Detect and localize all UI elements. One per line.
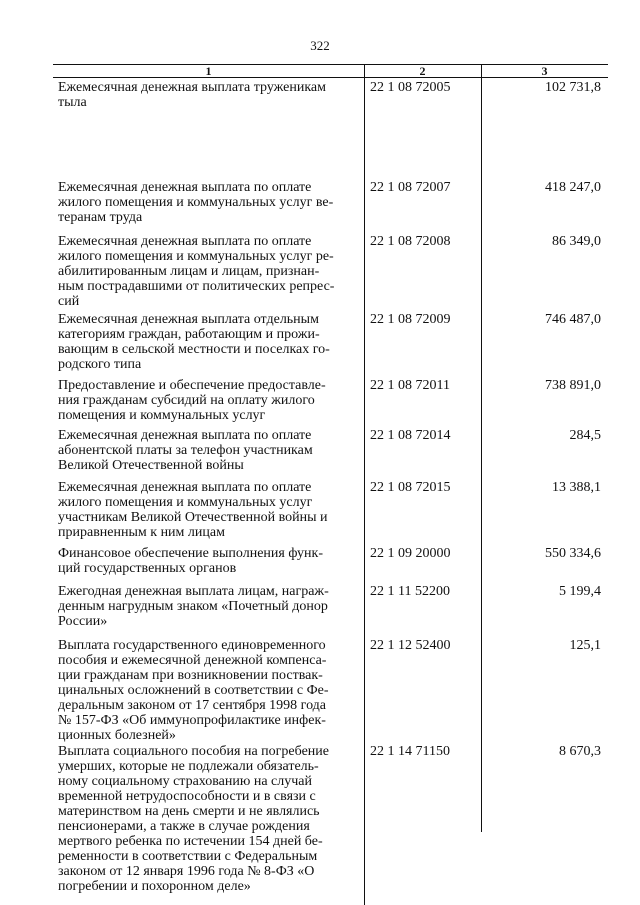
row-amount: 418 247,0 — [545, 180, 601, 195]
description-line: жилого помещения и коммунальных услуг ве- — [58, 195, 334, 210]
description-line: абонентской платы за телефон участникам — [58, 443, 313, 458]
row-amount: 102 731,8 — [545, 80, 601, 95]
description-line: пособия и ежемесячной денежной компенса- — [58, 653, 327, 668]
row-description — [58, 378, 358, 423]
description-line: ному социальному страхованию на случай — [58, 774, 312, 789]
description-line: цинальных осложнений в соответствии с Фе- — [58, 683, 329, 698]
description-line: вающим в сельской местности и поселках го- — [58, 342, 330, 357]
row-code: 22 1 08 72007 — [370, 180, 451, 195]
description-line: жилого помещения и коммунальных услуг ре- — [58, 249, 334, 264]
row-description — [58, 428, 358, 473]
row-description — [58, 744, 358, 894]
description-line: ции гражданам при возникновении поствак- — [58, 668, 323, 683]
description-line: законом от 12 января 1996 года № 8-ФЗ «О — [58, 864, 315, 879]
row-amount: 5 199,4 — [559, 584, 601, 599]
description-line: сий — [58, 294, 80, 309]
row-code: 22 1 08 72009 — [370, 312, 451, 327]
row-description — [58, 638, 358, 743]
row-code: 22 1 08 72008 — [370, 234, 451, 249]
description-line: Великой Отечественной войны — [58, 458, 244, 473]
column-header-3: 3 — [541, 64, 548, 78]
description-line: тыла — [58, 95, 87, 110]
description-line: Предоставление и обеспечение предоставле- — [58, 378, 326, 393]
row-code: 22 1 08 72015 — [370, 480, 451, 495]
row-amount: 738 891,0 — [545, 378, 601, 393]
description-line: России» — [58, 614, 108, 629]
description-line: Выплата государственного единовременного — [58, 638, 326, 653]
description-line: мертвого ребенка по истечении 154 дней бе- — [58, 834, 323, 849]
description-line: категориям граждан, работающим и прожи- — [58, 327, 320, 342]
column-divider-2 — [481, 64, 482, 832]
row-code: 22 1 11 52200 — [370, 584, 450, 599]
description-line: деральным законом от 17 сентября 1998 года — [58, 698, 327, 713]
row-amount: 746 487,0 — [545, 312, 601, 327]
row-amount: 13 388,1 — [552, 480, 601, 495]
description-line: пенсионерами, а также в случае рождения — [58, 819, 310, 834]
row-amount: 8 670,3 — [559, 744, 601, 759]
row-code: 22 1 09 20000 — [370, 546, 451, 561]
description-line: умерших, которые не подлежали обязатель- — [58, 759, 319, 774]
description-line: родского типа — [58, 357, 142, 372]
description-line: помещения и коммунальных услуг — [58, 408, 266, 423]
row-code: 22 1 12 52400 — [370, 638, 451, 653]
description-line: ций государственных органов — [58, 561, 237, 576]
row-description — [58, 312, 358, 372]
description-line: Выплата социального пособия на погребение — [58, 744, 329, 759]
description-line: Ежемесячная денежная выплата по оплате — [58, 428, 312, 443]
description-line: жилого помещения и коммунальных услуг — [58, 495, 313, 510]
description-line: временной нетрудоспособности и в связи с — [58, 789, 316, 804]
row-description — [58, 180, 358, 225]
row-description — [58, 234, 358, 309]
column-divider-1 — [364, 64, 365, 905]
description-line: ным пострадавшими от политических репрес- — [58, 279, 335, 294]
description-line: погребении и похоронном деле» — [58, 879, 251, 894]
table-header-row — [53, 64, 608, 78]
description-line: приравненным к ним лицам — [58, 525, 225, 540]
row-amount: 550 334,6 — [545, 546, 601, 561]
row-amount: 86 349,0 — [552, 234, 601, 249]
row-description — [58, 80, 358, 110]
description-line: абилитированным лицам и лицам, признан- — [58, 264, 320, 279]
column-header-1: 1 — [205, 64, 212, 78]
row-code: 22 1 08 72011 — [370, 378, 450, 393]
description-line: денным нагрудным знаком «Почетный донор — [58, 599, 328, 614]
description-line: Ежегодная денежная выплата лицам, награж- — [58, 584, 329, 599]
description-line: Ежемесячная денежная выплата отдельным — [58, 312, 319, 327]
row-code: 22 1 08 72014 — [370, 428, 451, 443]
page-number: 322 — [310, 38, 330, 53]
row-description — [58, 584, 358, 629]
description-line: Финансовое обеспечение выполнения функ- — [58, 546, 324, 561]
row-description — [58, 480, 358, 540]
description-line: ременности в соответствии с Федеральным — [58, 849, 318, 864]
description-line: Ежемесячная денежная выплата по оплате — [58, 234, 312, 249]
description-line: Ежемесячная денежная выплата труженикам — [58, 80, 326, 95]
row-amount: 284,5 — [569, 428, 601, 443]
description-line: Ежемесячная денежная выплата по оплате — [58, 480, 312, 495]
description-line: № 157-ФЗ «Об иммунопрофилактике инфек- — [58, 713, 326, 728]
description-line: материнством на день смерти и не являлись — [58, 804, 320, 819]
description-line: Ежемесячная денежная выплата по оплате — [58, 180, 312, 195]
row-amount: 125,1 — [569, 638, 601, 653]
description-line: ционных болезней» — [58, 728, 176, 743]
row-code: 22 1 08 72005 — [370, 80, 451, 95]
description-line: ния гражданам субсидий на оплату жилого — [58, 393, 315, 408]
column-header-2: 2 — [419, 64, 426, 78]
description-line: участникам Великой Отечественной войны и — [58, 510, 328, 525]
description-line: теранам труда — [58, 210, 143, 225]
row-description — [58, 546, 358, 576]
budget-table — [53, 64, 608, 905]
row-code: 22 1 14 71150 — [370, 744, 450, 759]
